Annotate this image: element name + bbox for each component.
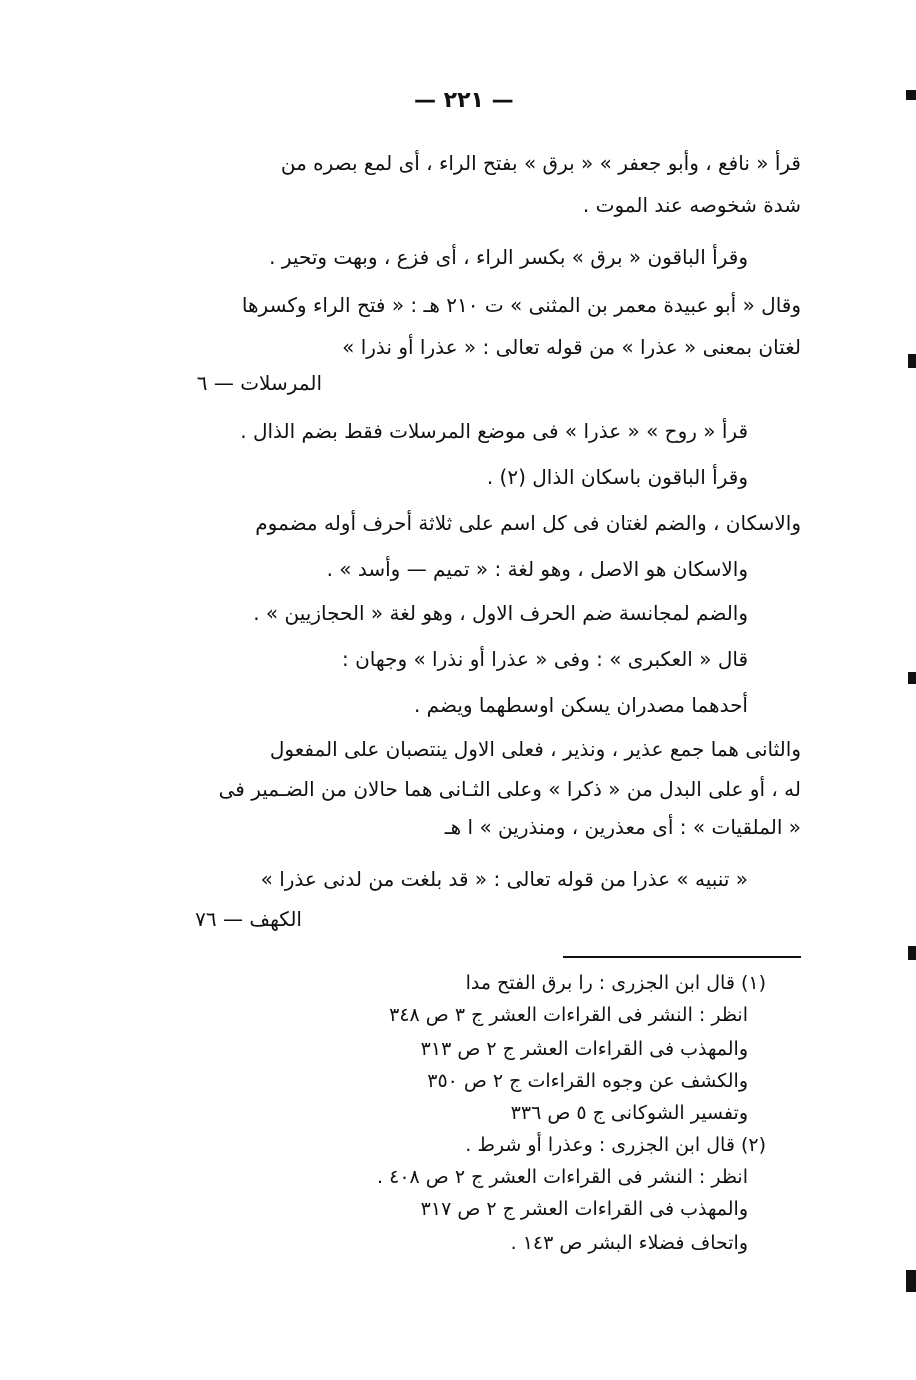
text-line: « تنبيه » عذرا من قوله تعالى : « قد بلغت من لدنى عذرا » (260, 867, 748, 891)
footnote-line: (٢) قال ابن الجزرى : وعذرا أو شرط . (465, 1134, 766, 1156)
text-line: والضم لمجانسة ضم الحرف الاول ، وهو لغة « الحجازيين » . (253, 601, 748, 625)
text-line: والاسكان ، والضم لغتان فى كل اسم على ثلاثة أحرف أوله مضموم (255, 511, 801, 535)
footnote-line: واتحاف فضلاء البشر ص ١٤٣ . (510, 1232, 748, 1254)
text-line: لغتان بمعنى « عذرا » من قوله تعالى : « عذرا أو نذرا » (342, 335, 801, 359)
text-line: وقال « أبو عبيدة معمر بن المثنى » ت ٢١٠ هـ : « فتح الراء وكسرها (241, 293, 801, 317)
scan-edge-mark (908, 354, 916, 368)
text-line: له ، أو على البدل من « ذكرا » وعلى الثـانى هما حالان من الضـمير فى (218, 777, 801, 801)
text-line: قرأ « روح » « عذرا » فى موضع المرسلات فقط بضم الذال . (240, 419, 748, 443)
footnote-line: (١) قال ابن الجزرى : را برق الفتح مدا (465, 972, 766, 994)
text-line: وقرأ الباقون باسكان الذال (٢) . (486, 465, 748, 489)
footnote-line: انظر : النشر فى القراءات العشر ج ٢ ص ٤٠٨ . (377, 1166, 748, 1188)
footnote-line: انظر : النشر فى القراءات العشر ج ٣ ص ٣٤٨ (389, 1004, 748, 1026)
text-line: « الملقيات » : أى معذرين ، ومنذرين » ا هـ (444, 815, 801, 839)
footnote-line: والمهذب فى القراءات العشر ج ٢ ص ٣١٧ (420, 1198, 748, 1220)
footnote-separator (563, 956, 801, 958)
section-heading: المرسلات — ٦ (196, 371, 322, 395)
text-line: والثانى هما جمع عذير ، ونذير ، فعلى الاول ينتصبان على المفعول (269, 737, 801, 761)
scan-edge-mark (908, 672, 916, 684)
text-line: قال « العكبرى » : وفى « عذرا أو نذرا » وجهان : (341, 647, 748, 671)
text-line: والاسكان هو الاصل ، وهو لغة : « تميم — وأسد » . (326, 557, 748, 581)
scan-edge-mark (906, 1270, 916, 1292)
footnote-line: والمهذب فى القراءات العشر ج ٢ ص ٣١٣ (420, 1038, 748, 1060)
text-line: قرأ « نافع ، وأبو جعفر » « برق » بفتح الراء ، أى لمع بصره من (280, 151, 801, 175)
footnote-line: والكشف عن وجوه القراءات ج ٢ ص ٣٥٠ (427, 1070, 748, 1092)
scan-edge-mark (908, 946, 916, 960)
footnote-line: وتفسير الشوكانى ج ٥ ص ٣٣٦ (510, 1102, 748, 1124)
text-line: شدة شخوصه عند الموت . (582, 193, 801, 217)
scan-edge-mark (906, 90, 916, 100)
section-heading: الكهف — ٧٦ (195, 907, 302, 931)
text-line: أحدهما مصدران يسكن اوسطهما ويضم . (413, 693, 748, 717)
page-number: — ٢٢١ — (414, 88, 514, 113)
text-line: وقرأ الباقون « برق » بكسر الراء ، أى فزع ، وبهت وتحير . (269, 245, 748, 269)
